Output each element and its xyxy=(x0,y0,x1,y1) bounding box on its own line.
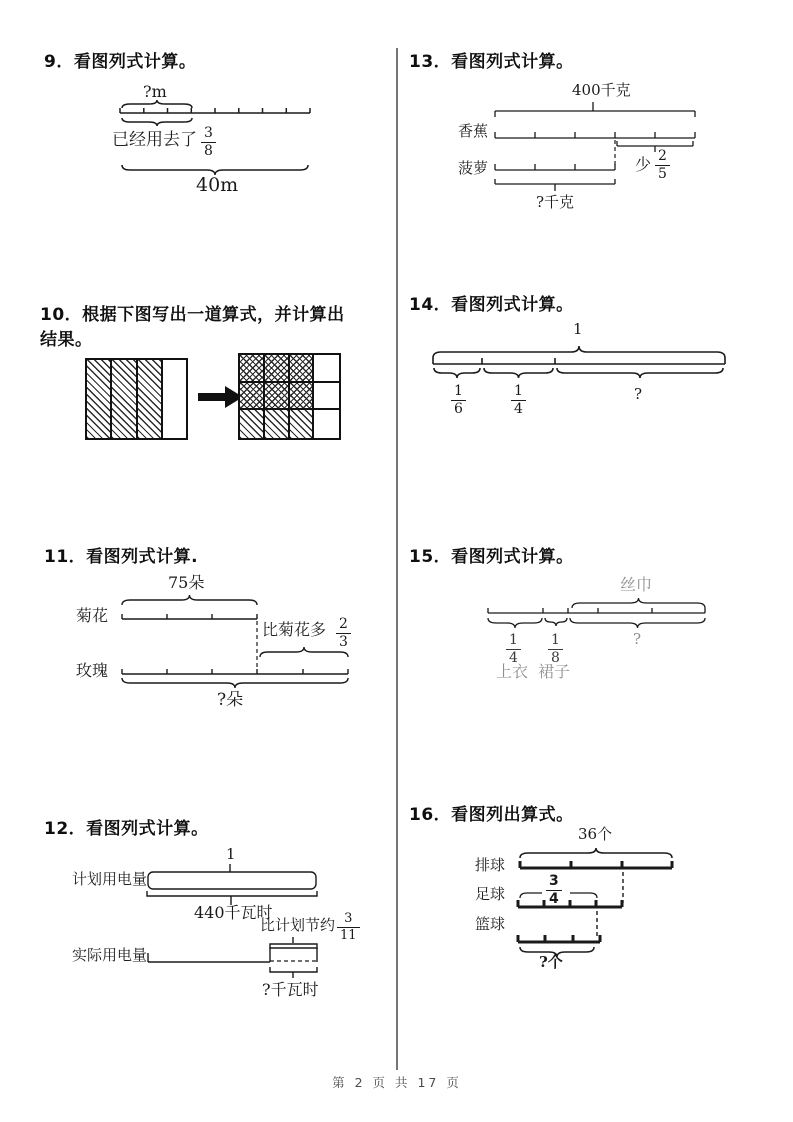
p15-question-mark: ? xyxy=(633,630,642,648)
p12-row2-label: 实际用电量 xyxy=(72,946,148,964)
p14-title: 14．看图列式计算。 xyxy=(409,295,574,315)
p13-row1-label: 香蕉 xyxy=(458,122,489,140)
p16-row2-label: 足球 xyxy=(475,885,506,903)
p12-save-label: 比计划节约 xyxy=(260,916,336,934)
p16-diagram xyxy=(518,848,672,957)
p16-ruler-soccer xyxy=(518,900,622,907)
p11-row1-label: 菊花 xyxy=(76,606,109,625)
grid-cell xyxy=(240,355,265,383)
p12-row1-label: 计划用电量 xyxy=(72,870,148,888)
p9-used-fraction: $\frac{3}{8}$ xyxy=(201,126,216,158)
p9-total-label: 40m xyxy=(196,174,239,196)
p14-brace-rest xyxy=(557,368,723,378)
grid-cell xyxy=(314,410,339,438)
p12-saved-box xyxy=(270,948,317,962)
p11-row2-label: 玫瑰 xyxy=(76,661,109,680)
grid-cell xyxy=(290,383,315,411)
p16-top-count: 36个 xyxy=(578,825,613,843)
p11-title: 11．看图列式计算. xyxy=(44,547,199,567)
p15-title: 15．看图列式计算。 xyxy=(409,547,574,567)
grid-cell xyxy=(112,360,137,438)
p14-top-brace xyxy=(433,346,725,358)
p13-ruler-banana xyxy=(495,132,695,138)
p14-brace-sixth xyxy=(434,368,480,378)
p12-amount-label: 440千瓦时 xyxy=(194,903,273,922)
p11-more-brace xyxy=(260,647,348,657)
p13-title: 13．看图列式计算。 xyxy=(409,52,574,72)
p11-more-fraction: $\frac{2}{3}$ xyxy=(336,617,351,649)
p15-scarf-brace xyxy=(572,598,705,608)
p9-under-brace xyxy=(122,118,192,126)
p9-used-label: 已经用去了 xyxy=(112,130,197,150)
p16-question-count: ?个 xyxy=(539,953,563,971)
p16-ruler-volleyball xyxy=(520,861,672,868)
grid-cell xyxy=(265,383,290,411)
p9-title: 9．看图列式计算。 xyxy=(44,52,197,72)
p15-brace-shirt xyxy=(488,618,542,628)
p10-right-square xyxy=(238,353,341,440)
p15-diagram xyxy=(488,598,705,628)
p12-q-bracket xyxy=(270,967,317,972)
p15-brace-q xyxy=(570,618,705,628)
grid-cell xyxy=(240,410,265,438)
page-number: 第 2 页 共 17 页 xyxy=(332,1075,462,1090)
grid-cell xyxy=(265,355,290,383)
p12-title: 12．看图列式计算。 xyxy=(44,819,209,839)
p16-frac-brace-left xyxy=(520,893,542,898)
p9-question-length: ?m xyxy=(143,82,167,101)
p14-ruler xyxy=(433,358,725,364)
grid-cell xyxy=(87,360,112,438)
p15-fraction-skirt: $\frac{1}{8}$ xyxy=(548,633,563,665)
right-arrow-icon xyxy=(198,386,243,408)
p11-top-count: 75朵 xyxy=(168,573,205,592)
p13-row2-label: 菠萝 xyxy=(458,159,489,177)
p10-left-square xyxy=(85,358,188,440)
p16-top-brace xyxy=(520,848,672,858)
p13-ruler-pineapple xyxy=(495,164,615,170)
p13-less-fraction: $\frac{2}{5}$ xyxy=(655,149,670,181)
p16-fraction: $\frac{3}{4}$ xyxy=(546,874,562,906)
p16-frac-brace-right xyxy=(570,893,597,898)
p14-unit-one: 1 xyxy=(573,320,583,338)
p11-ruler-juhua xyxy=(122,614,257,619)
p11-more-label: 比菊花多 xyxy=(262,620,327,639)
p14-fraction-2: $\frac{1}{4}$ xyxy=(511,384,526,416)
p11-diagram xyxy=(122,595,348,688)
p12-unit-one: 1 xyxy=(226,845,236,863)
p11-ruler-meigui xyxy=(122,669,348,674)
p12-plan-bar xyxy=(148,872,316,889)
p11-question-count: ?朵 xyxy=(217,690,244,710)
p14-question-mark: ? xyxy=(634,385,643,403)
p16-ruler-basketball xyxy=(518,935,600,942)
p10-title-line1: 10．根据下图写出一道算式，并计算出 xyxy=(40,305,345,325)
grid-cell xyxy=(290,410,315,438)
grid-cell xyxy=(138,360,163,438)
p9-ruler xyxy=(120,108,310,113)
p14-diagram xyxy=(433,346,725,378)
p16-row1-label: 排球 xyxy=(475,856,506,874)
p15-scarf-label: 丝巾 xyxy=(620,575,653,594)
p10-title-line2: 结果。 xyxy=(40,330,93,350)
p16-row3-label: 篮球 xyxy=(475,915,506,933)
p15-skirt-label: 裙子 xyxy=(538,662,571,681)
p13-less-label: 少 xyxy=(635,155,652,174)
grid-cell xyxy=(290,355,315,383)
p15-brace-skirt xyxy=(545,618,567,626)
grid-cell xyxy=(314,355,339,383)
p11-top-brace xyxy=(122,595,257,605)
p12-save-bracket xyxy=(270,944,317,949)
p13-top-amount: 400千克 xyxy=(572,81,631,99)
grid-cell xyxy=(240,383,265,411)
grid-cell xyxy=(265,410,290,438)
p11-total-brace xyxy=(122,678,348,688)
p12-question-amount: ?千瓦时 xyxy=(262,980,319,999)
grid-cell xyxy=(314,383,339,411)
p15-fraction-shirt: $\frac{1}{4}$ xyxy=(506,633,521,665)
p14-brace-quarter xyxy=(484,368,553,378)
p15-ruler xyxy=(488,608,705,613)
p12-save-fraction: $\frac{3}{11}$ xyxy=(337,912,360,942)
p12-plan-bracket xyxy=(147,891,317,896)
p16-title: 16．看图列出算式。 xyxy=(409,805,574,825)
p14-fraction-1: $\frac{1}{6}$ xyxy=(451,384,466,416)
p13-question-amount: ?千克 xyxy=(536,193,575,211)
grid-cell xyxy=(163,360,186,438)
p15-shirt-label: 上衣 xyxy=(496,662,529,681)
